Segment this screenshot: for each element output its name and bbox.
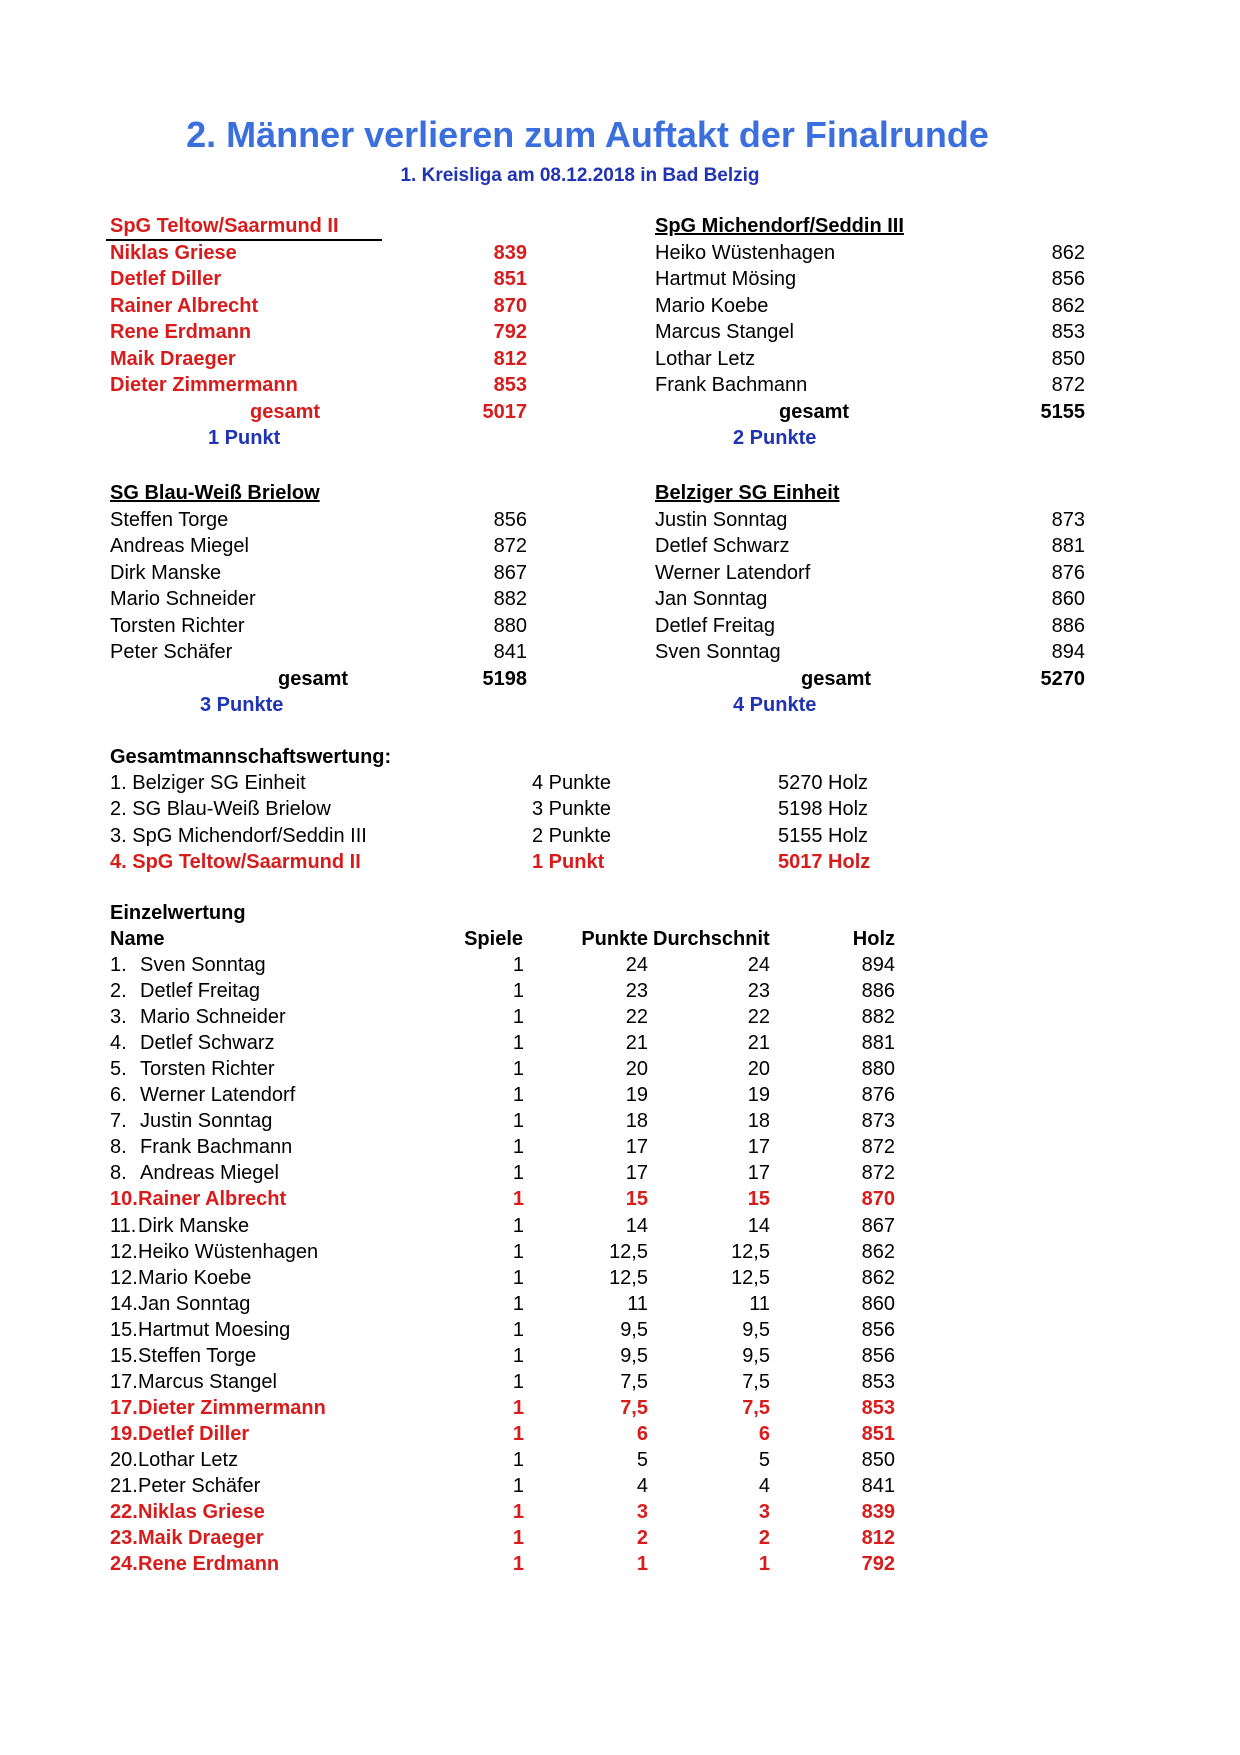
player-row bbox=[0, 613, 1240, 639]
player-rank: 11. bbox=[110, 1214, 137, 1237]
player-holz: 856 bbox=[861, 1344, 895, 1367]
table-row bbox=[0, 1421, 1240, 1447]
player-name: Jan Sonntag bbox=[138, 1292, 251, 1315]
player-name: Mario Koebe bbox=[138, 1266, 252, 1289]
player-holz: 853 bbox=[861, 1370, 895, 1393]
player-rank: 15. bbox=[110, 1344, 138, 1367]
team-name: SpG Michendorf/Seddin III bbox=[655, 215, 904, 237]
team-name: SpG Teltow/Saarmund II bbox=[110, 215, 339, 237]
player-score: 839 bbox=[493, 241, 527, 264]
player-holz: 882 bbox=[861, 1006, 895, 1029]
player-name: Rene Erdmann bbox=[110, 321, 252, 343]
player-rank: 5. bbox=[110, 1058, 127, 1081]
player-average: 14 bbox=[747, 1214, 770, 1237]
player-score: 851 bbox=[493, 268, 527, 290]
individual-table-header bbox=[0, 926, 1240, 952]
table-row bbox=[0, 1082, 1240, 1108]
player-holz: 867 bbox=[861, 1214, 895, 1237]
overall-row bbox=[110, 770, 910, 796]
player-games: 1 bbox=[512, 1032, 524, 1055]
player-points: 23 bbox=[625, 980, 648, 1003]
player-score: 873 bbox=[1051, 508, 1085, 531]
overall-holz: 5270 Holz bbox=[778, 772, 869, 794]
player-name: Heiko Wüstenhagen bbox=[138, 1240, 319, 1263]
player-name: Rainer Albrecht bbox=[138, 1188, 287, 1211]
player-points: 2 bbox=[636, 1527, 648, 1550]
player-average: 23 bbox=[747, 980, 770, 1003]
player-holz: 860 bbox=[861, 1292, 895, 1315]
player-score: 862 bbox=[1051, 241, 1085, 264]
player-average: 17 bbox=[747, 1162, 770, 1185]
player-name: Justin Sonntag bbox=[655, 508, 788, 531]
player-holz: 880 bbox=[861, 1058, 895, 1081]
page-title: 2. Männer verlieren zum Auftakt der Finalrunde bbox=[186, 114, 989, 155]
player-holz: 853 bbox=[861, 1396, 895, 1419]
total-value: 5017 bbox=[482, 400, 527, 423]
table-row bbox=[0, 1004, 1240, 1030]
player-score: 812 bbox=[493, 347, 527, 370]
player-name: Jan Sonntag bbox=[655, 588, 768, 610]
player-holz: 872 bbox=[861, 1136, 895, 1159]
player-points: 17 bbox=[625, 1136, 648, 1159]
overall-points: 3 Punkte bbox=[532, 798, 611, 821]
player-games: 1 bbox=[512, 1188, 524, 1211]
table-row bbox=[0, 1473, 1240, 1499]
total-label: gesamt bbox=[250, 400, 321, 423]
player-average: 12,5 bbox=[731, 1240, 770, 1263]
player-games: 1 bbox=[512, 1084, 524, 1107]
player-name: Peter Schäfer bbox=[110, 641, 233, 663]
player-rank: 10. bbox=[110, 1188, 138, 1211]
player-name: Werner Latendorf bbox=[655, 561, 811, 584]
player-row bbox=[0, 586, 1240, 612]
player-score: 853 bbox=[493, 374, 527, 396]
player-name: Mario Schneider bbox=[110, 588, 256, 610]
player-average: 15 bbox=[747, 1188, 770, 1211]
table-row bbox=[0, 1134, 1240, 1160]
player-row bbox=[0, 346, 1240, 372]
player-average: 6 bbox=[758, 1422, 770, 1445]
player-games: 1 bbox=[512, 1266, 524, 1289]
player-rank: 7. bbox=[110, 1110, 127, 1133]
overall-holz: 5198 Holz bbox=[778, 798, 869, 821]
player-holz: 841 bbox=[861, 1475, 895, 1497]
player-points: 7,5 bbox=[620, 1396, 648, 1419]
player-name: Frank Bachmann bbox=[655, 374, 808, 396]
player-row bbox=[0, 372, 1240, 398]
player-score: 876 bbox=[1051, 561, 1085, 584]
player-name: Niklas Griese bbox=[138, 1501, 265, 1524]
player-score: 886 bbox=[1051, 614, 1085, 637]
player-games: 1 bbox=[512, 1501, 524, 1524]
player-name: Andreas Miegel bbox=[140, 1162, 279, 1185]
player-score: 856 bbox=[493, 508, 527, 531]
player-score: 850 bbox=[1051, 347, 1085, 370]
total-value: 5155 bbox=[1040, 400, 1085, 423]
total-label: gesamt bbox=[779, 400, 850, 423]
player-score: 870 bbox=[493, 294, 527, 317]
player-games: 1 bbox=[512, 1396, 524, 1419]
table-row bbox=[0, 1160, 1240, 1186]
player-average: 5 bbox=[758, 1448, 770, 1471]
player-rank: 20. bbox=[110, 1448, 138, 1471]
overall-holz: 5155 Holz bbox=[778, 824, 869, 847]
overall-points: 1 Punkt bbox=[532, 850, 605, 873]
player-name: Marcus Stangel bbox=[138, 1370, 277, 1393]
player-holz: 839 bbox=[861, 1501, 895, 1524]
player-points: 9,5 bbox=[620, 1318, 648, 1341]
player-points: 11 bbox=[627, 1292, 648, 1315]
player-average: 19 bbox=[747, 1084, 770, 1107]
player-points: 14 bbox=[625, 1214, 648, 1237]
total-label: gesamt bbox=[801, 667, 872, 690]
player-row bbox=[0, 240, 1240, 266]
player-name: Detlef Diller bbox=[138, 1422, 250, 1445]
player-rank: 21. bbox=[110, 1475, 138, 1497]
player-games: 1 bbox=[512, 1318, 524, 1341]
overall-row bbox=[110, 823, 910, 849]
player-holz: 872 bbox=[861, 1162, 895, 1185]
player-score: 856 bbox=[1051, 268, 1085, 290]
player-games: 1 bbox=[512, 1448, 524, 1471]
table-row bbox=[0, 1056, 1240, 1082]
player-rank: 19. bbox=[110, 1422, 138, 1445]
player-score: 894 bbox=[1051, 641, 1085, 663]
player-points: 15 bbox=[625, 1188, 648, 1211]
player-holz: 856 bbox=[861, 1318, 895, 1341]
overall-row bbox=[110, 796, 910, 822]
player-rank: 23. bbox=[110, 1527, 138, 1550]
overall-row bbox=[110, 849, 910, 875]
table-row bbox=[0, 1213, 1240, 1239]
player-row bbox=[0, 293, 1240, 319]
player-games: 1 bbox=[512, 1475, 524, 1497]
table-row bbox=[0, 1447, 1240, 1473]
player-name: Dieter Zimmermann bbox=[138, 1396, 326, 1419]
team-points: 4 Punkte bbox=[733, 693, 817, 716]
col-points: Punkte bbox=[581, 928, 648, 950]
player-rank: 24. bbox=[110, 1553, 138, 1576]
player-games: 1 bbox=[512, 1370, 524, 1393]
team-name: Belziger SG Einheit bbox=[655, 482, 840, 504]
player-name: Mario Schneider bbox=[140, 1006, 286, 1029]
player-name: Mario Koebe bbox=[655, 294, 769, 317]
col-average: Durchschnit bbox=[653, 928, 770, 950]
overall-points: 4 Punkte bbox=[532, 772, 611, 794]
player-average: 1 bbox=[758, 1553, 770, 1576]
player-row bbox=[0, 266, 1240, 292]
player-row bbox=[0, 533, 1240, 559]
player-score: 860 bbox=[1051, 588, 1085, 610]
overall-team: 4. SpG Teltow/Saarmund II bbox=[110, 850, 361, 873]
player-holz: 862 bbox=[861, 1240, 895, 1263]
player-rank: 17. bbox=[110, 1370, 138, 1393]
player-games: 1 bbox=[512, 1214, 524, 1237]
player-name: Marcus Stangel bbox=[655, 321, 794, 343]
player-points: 21 bbox=[625, 1032, 648, 1055]
player-holz: 792 bbox=[861, 1553, 895, 1576]
player-games: 1 bbox=[512, 1058, 524, 1081]
player-name: Torsten Richter bbox=[110, 614, 245, 637]
player-holz: 873 bbox=[861, 1110, 895, 1133]
player-name: Torsten Richter bbox=[140, 1058, 275, 1081]
table-row bbox=[0, 1525, 1240, 1551]
player-row bbox=[0, 319, 1240, 345]
player-points: 9,5 bbox=[620, 1344, 648, 1367]
player-name: Dirk Manske bbox=[110, 561, 222, 584]
player-score: 880 bbox=[493, 614, 527, 637]
player-name: Detlef Schwarz bbox=[140, 1032, 275, 1055]
player-name: Werner Latendorf bbox=[140, 1084, 296, 1107]
player-games: 1 bbox=[512, 1422, 524, 1445]
player-average: 21 bbox=[747, 1032, 770, 1055]
player-name: Sven Sonntag bbox=[655, 641, 781, 663]
player-points: 20 bbox=[625, 1058, 648, 1081]
player-score: 841 bbox=[493, 641, 527, 663]
page-subtitle: 1. Kreisliga am 08.12.2018 in Bad Belzig bbox=[400, 165, 760, 186]
player-name: Detlef Freitag bbox=[140, 980, 261, 1003]
player-average: 2 bbox=[758, 1527, 770, 1550]
player-games: 1 bbox=[512, 1292, 524, 1315]
player-name: Frank Bachmann bbox=[140, 1136, 293, 1159]
player-score: 872 bbox=[1051, 374, 1085, 396]
overall-holz: 5017 Holz bbox=[778, 850, 871, 873]
player-average: 7,5 bbox=[742, 1370, 770, 1393]
player-points: 3 bbox=[636, 1501, 648, 1524]
player-games: 1 bbox=[512, 980, 524, 1003]
player-score: 792 bbox=[493, 321, 527, 343]
player-points: 24 bbox=[625, 954, 648, 976]
player-rank: 8. bbox=[110, 1136, 127, 1159]
player-holz: 851 bbox=[861, 1422, 895, 1445]
table-row bbox=[0, 952, 1240, 978]
player-name: Detlef Diller bbox=[110, 268, 222, 290]
player-average: 4 bbox=[758, 1475, 770, 1497]
player-points: 18 bbox=[625, 1110, 648, 1133]
team-name: SG Blau-Weiß Brielow bbox=[110, 482, 320, 504]
player-holz: 870 bbox=[861, 1188, 895, 1211]
player-average: 18 bbox=[747, 1110, 770, 1133]
player-name: Heiko Wüstenhagen bbox=[655, 241, 836, 264]
player-average: 24 bbox=[747, 954, 770, 976]
total-value: 5198 bbox=[482, 667, 527, 690]
player-games: 1 bbox=[512, 1006, 524, 1029]
total-label: gesamt bbox=[278, 667, 349, 690]
table-row bbox=[0, 1499, 1240, 1525]
player-name: Andreas Miegel bbox=[110, 535, 249, 557]
table-row bbox=[0, 1369, 1240, 1395]
player-holz: 876 bbox=[861, 1084, 895, 1107]
player-name: Lothar Letz bbox=[655, 347, 756, 370]
player-average: 9,5 bbox=[742, 1318, 770, 1341]
player-points: 4 bbox=[636, 1475, 648, 1497]
player-average: 17 bbox=[747, 1136, 770, 1159]
player-games: 1 bbox=[512, 1240, 524, 1263]
player-rank: 2. bbox=[110, 980, 127, 1003]
player-games: 1 bbox=[512, 1344, 524, 1367]
player-name: Justin Sonntag bbox=[140, 1110, 273, 1133]
overall-team: 3. SpG Michendorf/Seddin III bbox=[110, 824, 367, 847]
player-rank: 17. bbox=[110, 1396, 138, 1419]
player-rank: 8. bbox=[110, 1162, 127, 1185]
table-row bbox=[0, 1030, 1240, 1056]
player-score: 867 bbox=[493, 561, 527, 584]
player-name: Sven Sonntag bbox=[140, 954, 266, 976]
total-value: 5270 bbox=[1040, 667, 1085, 690]
player-score: 853 bbox=[1051, 321, 1085, 343]
col-name: Name bbox=[110, 928, 165, 950]
player-name: Dieter Zimmermann bbox=[110, 374, 298, 396]
player-name: Peter Schäfer bbox=[138, 1475, 261, 1497]
player-holz: 894 bbox=[861, 954, 895, 976]
table-row bbox=[0, 1239, 1240, 1265]
player-games: 1 bbox=[512, 1136, 524, 1159]
player-rank: 3. bbox=[110, 1006, 127, 1029]
player-holz: 850 bbox=[861, 1448, 895, 1471]
team-points: 3 Punkte bbox=[200, 693, 284, 716]
player-name: Maik Draeger bbox=[138, 1527, 264, 1550]
player-name: Steffen Torge bbox=[110, 508, 229, 531]
player-average: 20 bbox=[747, 1058, 770, 1081]
player-rank: 22. bbox=[110, 1501, 138, 1524]
player-score: 872 bbox=[493, 535, 527, 557]
overall-points: 2 Punkte bbox=[532, 824, 611, 847]
table-row bbox=[0, 1551, 1240, 1577]
player-row bbox=[0, 560, 1240, 586]
individual-ranking-label: Einzelwertung bbox=[110, 902, 246, 924]
player-average: 7,5 bbox=[742, 1396, 770, 1419]
overall-team: 1. Belziger SG Einheit bbox=[110, 772, 306, 794]
player-name: Niklas Griese bbox=[110, 241, 237, 264]
player-name: Rene Erdmann bbox=[138, 1553, 280, 1576]
player-holz: 881 bbox=[861, 1032, 895, 1055]
overall-team: 2. SG Blau-Weiß Brielow bbox=[110, 798, 331, 821]
player-average: 11 bbox=[749, 1292, 770, 1315]
player-games: 1 bbox=[512, 1553, 524, 1576]
player-name: Dirk Manske bbox=[138, 1214, 250, 1237]
player-score: 862 bbox=[1051, 294, 1085, 317]
player-points: 12,5 bbox=[609, 1266, 648, 1289]
table-row bbox=[0, 1395, 1240, 1421]
player-name: Detlef Schwarz bbox=[655, 535, 790, 557]
table-row bbox=[0, 1108, 1240, 1134]
player-rank: 12. bbox=[110, 1240, 138, 1263]
table-row bbox=[0, 1291, 1240, 1317]
player-average: 12,5 bbox=[731, 1266, 770, 1289]
player-name: Detlef Freitag bbox=[655, 614, 776, 637]
player-points: 5 bbox=[636, 1448, 648, 1471]
player-rank: 15. bbox=[110, 1318, 138, 1341]
player-points: 7,5 bbox=[620, 1370, 648, 1393]
player-games: 1 bbox=[512, 1527, 524, 1550]
player-rank: 1. bbox=[110, 954, 127, 976]
player-games: 1 bbox=[512, 1110, 524, 1133]
player-games: 1 bbox=[512, 954, 524, 976]
table-row bbox=[0, 978, 1240, 1004]
player-average: 9,5 bbox=[742, 1344, 770, 1367]
player-average: 3 bbox=[758, 1501, 770, 1524]
player-name: Lothar Letz bbox=[138, 1448, 239, 1471]
player-holz: 886 bbox=[861, 980, 895, 1003]
table-row bbox=[0, 1343, 1240, 1369]
player-name: Steffen Torge bbox=[138, 1344, 257, 1367]
team-points: 1 Punkt bbox=[208, 426, 281, 449]
player-score: 881 bbox=[1051, 535, 1085, 557]
player-points: 19 bbox=[625, 1084, 648, 1107]
table-row bbox=[0, 1186, 1240, 1212]
player-holz: 862 bbox=[861, 1266, 895, 1289]
team-points: 2 Punkte bbox=[733, 426, 817, 449]
player-rank: 14. bbox=[110, 1292, 138, 1315]
player-row bbox=[0, 639, 1240, 665]
player-rank: 6. bbox=[110, 1084, 127, 1107]
overall-ranking-label: Gesamtmannschaftswertung: bbox=[110, 746, 392, 768]
player-games: 1 bbox=[512, 1162, 524, 1185]
player-name: Hartmut Moesing bbox=[138, 1318, 291, 1341]
player-average: 22 bbox=[747, 1006, 770, 1029]
player-name: Rainer Albrecht bbox=[110, 294, 259, 317]
player-holz: 812 bbox=[861, 1527, 895, 1550]
player-name: Maik Draeger bbox=[110, 347, 236, 370]
table-row bbox=[0, 1265, 1240, 1291]
player-row bbox=[0, 507, 1240, 533]
player-score: 882 bbox=[493, 588, 527, 610]
player-rank: 4. bbox=[110, 1032, 127, 1055]
player-points: 6 bbox=[636, 1422, 648, 1445]
player-points: 17 bbox=[625, 1162, 648, 1185]
table-row bbox=[0, 1317, 1240, 1343]
player-points: 22 bbox=[625, 1006, 648, 1029]
player-points: 12,5 bbox=[609, 1240, 648, 1263]
col-games: Spiele bbox=[464, 928, 523, 950]
player-points: 1 bbox=[636, 1553, 648, 1576]
player-name: Hartmut Mösing bbox=[655, 268, 797, 290]
col-holz: Holz bbox=[852, 928, 895, 950]
player-rank: 12. bbox=[110, 1266, 138, 1289]
